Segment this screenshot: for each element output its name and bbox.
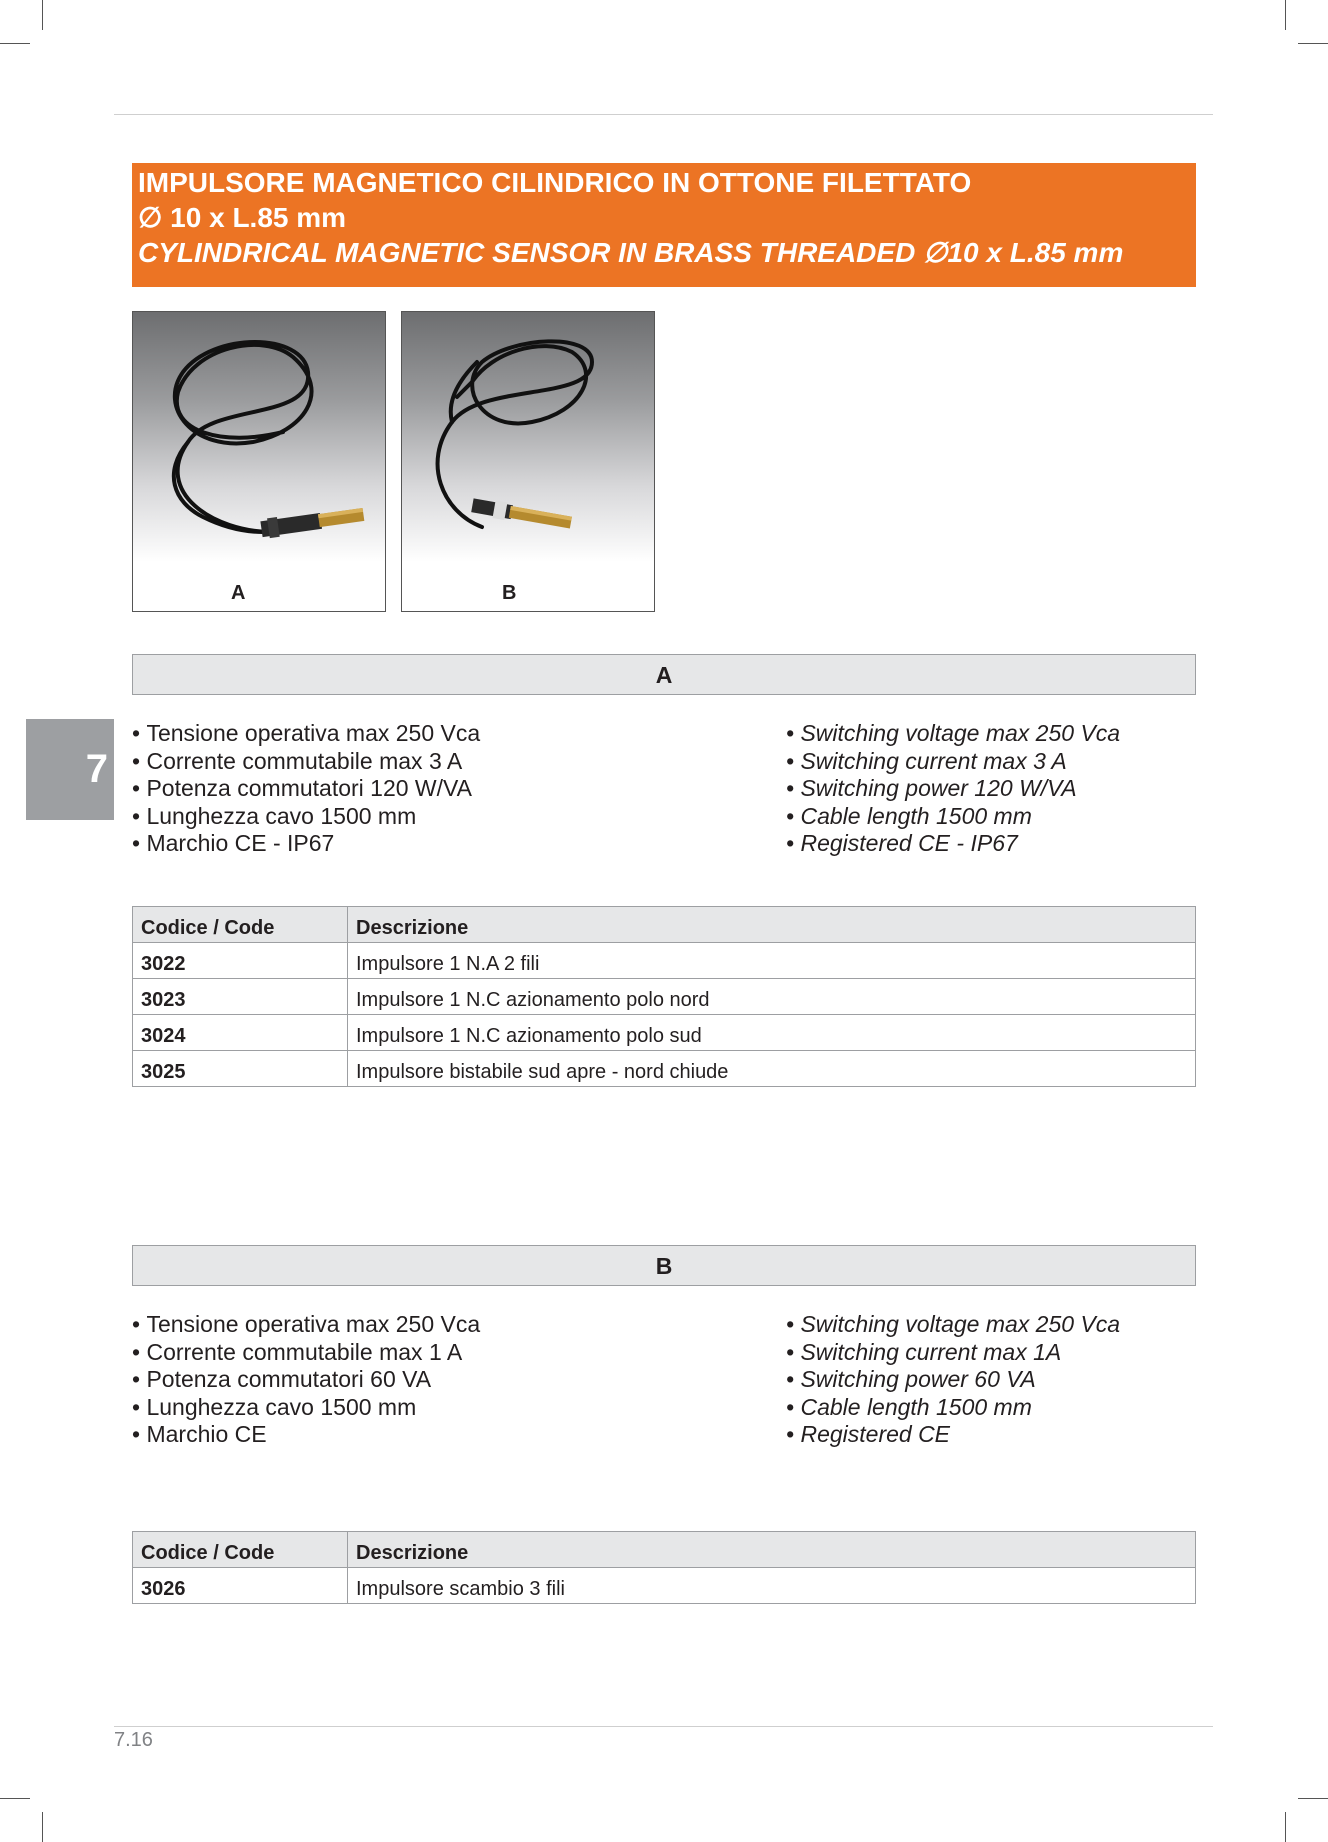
- product-code: 3022: [133, 943, 348, 979]
- spec-item: • Lunghezza cavo 1500 mm: [132, 1394, 480, 1422]
- product-code: 3023: [133, 979, 348, 1015]
- spec-item: • Marchio CE: [132, 1421, 480, 1449]
- spec-item: • Registered CE - IP67: [786, 830, 1120, 858]
- product-code: 3025: [133, 1051, 348, 1087]
- crop-mark: [1285, 0, 1286, 30]
- table-row: [133, 979, 1196, 1015]
- spec-item: • Tensione operativa max 250 Vca: [132, 1311, 480, 1339]
- chapter-tab: 7: [26, 719, 114, 820]
- product-description: Impulsore scambio 3 fili: [348, 1568, 1196, 1604]
- table-header-row: [133, 907, 1196, 943]
- crop-mark: [0, 43, 30, 44]
- header-rule: [114, 114, 1213, 115]
- spec-item: • Corrente commutabile max 1 A: [132, 1339, 480, 1367]
- product-photo-a: [132, 311, 386, 612]
- crop-mark: [42, 1812, 43, 1842]
- sensor-cable-illustration: [133, 312, 386, 562]
- spec-item: • Switching current max 1A: [786, 1339, 1120, 1367]
- product-description: Impulsore bistabile sud apre - nord chiude: [348, 1051, 1196, 1087]
- spec-item: • Switching voltage max 250 Vca: [786, 1311, 1120, 1339]
- page-number: 7.16: [114, 1729, 153, 1751]
- spec-item: • Tensione operativa max 250 Vca: [132, 720, 480, 748]
- crop-mark: [42, 0, 43, 30]
- title-italian: IMPULSORE MAGNETICO CILINDRICO IN OTTONE FILETTATO: [138, 167, 972, 198]
- product-description: Impulsore 1 N.C azionamento polo sud: [348, 1015, 1196, 1051]
- spec-item: • Switching voltage max 250 Vca: [786, 720, 1120, 748]
- specs-list-italian: [132, 1311, 480, 1449]
- section-heading-a: A: [132, 654, 1196, 695]
- crop-mark: [1298, 43, 1328, 44]
- table-row: [133, 1051, 1196, 1087]
- spec-item: • Cable length 1500 mm: [786, 1394, 1120, 1422]
- product-code-table-a: [132, 906, 1196, 1087]
- table-row: [133, 943, 1196, 979]
- product-description: Impulsore 1 N.A 2 fili: [348, 943, 1196, 979]
- section-heading-b: B: [132, 1245, 1196, 1286]
- spec-item: • Switching power 60 VA: [786, 1366, 1120, 1394]
- spec-item: • Potenza commutatori 120 W/VA: [132, 775, 480, 803]
- spec-item: • Switching power 120 W/VA: [786, 775, 1120, 803]
- sensor-cable-illustration: [402, 312, 655, 562]
- product-code-table-b: [132, 1531, 1196, 1604]
- spec-item: • Lunghezza cavo 1500 mm: [132, 803, 480, 831]
- column-header-code: Codice / Code: [133, 1532, 348, 1568]
- specs-list-italian: [132, 720, 480, 858]
- spec-item: • Cable length 1500 mm: [786, 803, 1120, 831]
- crop-mark: [0, 1798, 30, 1799]
- table-header-row: [133, 1532, 1196, 1568]
- product-code: 3026: [133, 1568, 348, 1604]
- column-header-description: Descrizione: [348, 1532, 1196, 1568]
- footer-rule: [114, 1726, 1213, 1727]
- title-dimensions: ∅ 10 x L.85 mm: [138, 202, 347, 233]
- crop-mark: [1285, 1812, 1286, 1842]
- table-row: [133, 1015, 1196, 1051]
- column-header-description: Descrizione: [348, 907, 1196, 943]
- crop-mark: [1298, 1798, 1328, 1799]
- spec-item: • Potenza commutatori 60 VA: [132, 1366, 480, 1394]
- product-title-banner: [132, 163, 1196, 287]
- product-photo-b: [401, 311, 655, 612]
- spec-item: • Corrente commutabile max 3 A: [132, 748, 480, 776]
- spec-item: • Marchio CE - IP67: [132, 830, 480, 858]
- photo-label: B: [502, 582, 517, 604]
- specs-list-english: [786, 720, 1120, 858]
- table-row: [133, 1568, 1196, 1604]
- product-code: 3024: [133, 1015, 348, 1051]
- title-english: CYLINDRICAL MAGNETIC SENSOR IN BRASS THREADED ∅10 x L.85 mm: [138, 237, 1124, 268]
- column-header-code: Codice / Code: [133, 907, 348, 943]
- spec-item: • Switching current max 3 A: [786, 748, 1120, 776]
- spec-item: • Registered CE: [786, 1421, 1120, 1449]
- specs-list-english: [786, 1311, 1120, 1449]
- product-description: Impulsore 1 N.C azionamento polo nord: [348, 979, 1196, 1015]
- photo-label: A: [231, 582, 246, 604]
